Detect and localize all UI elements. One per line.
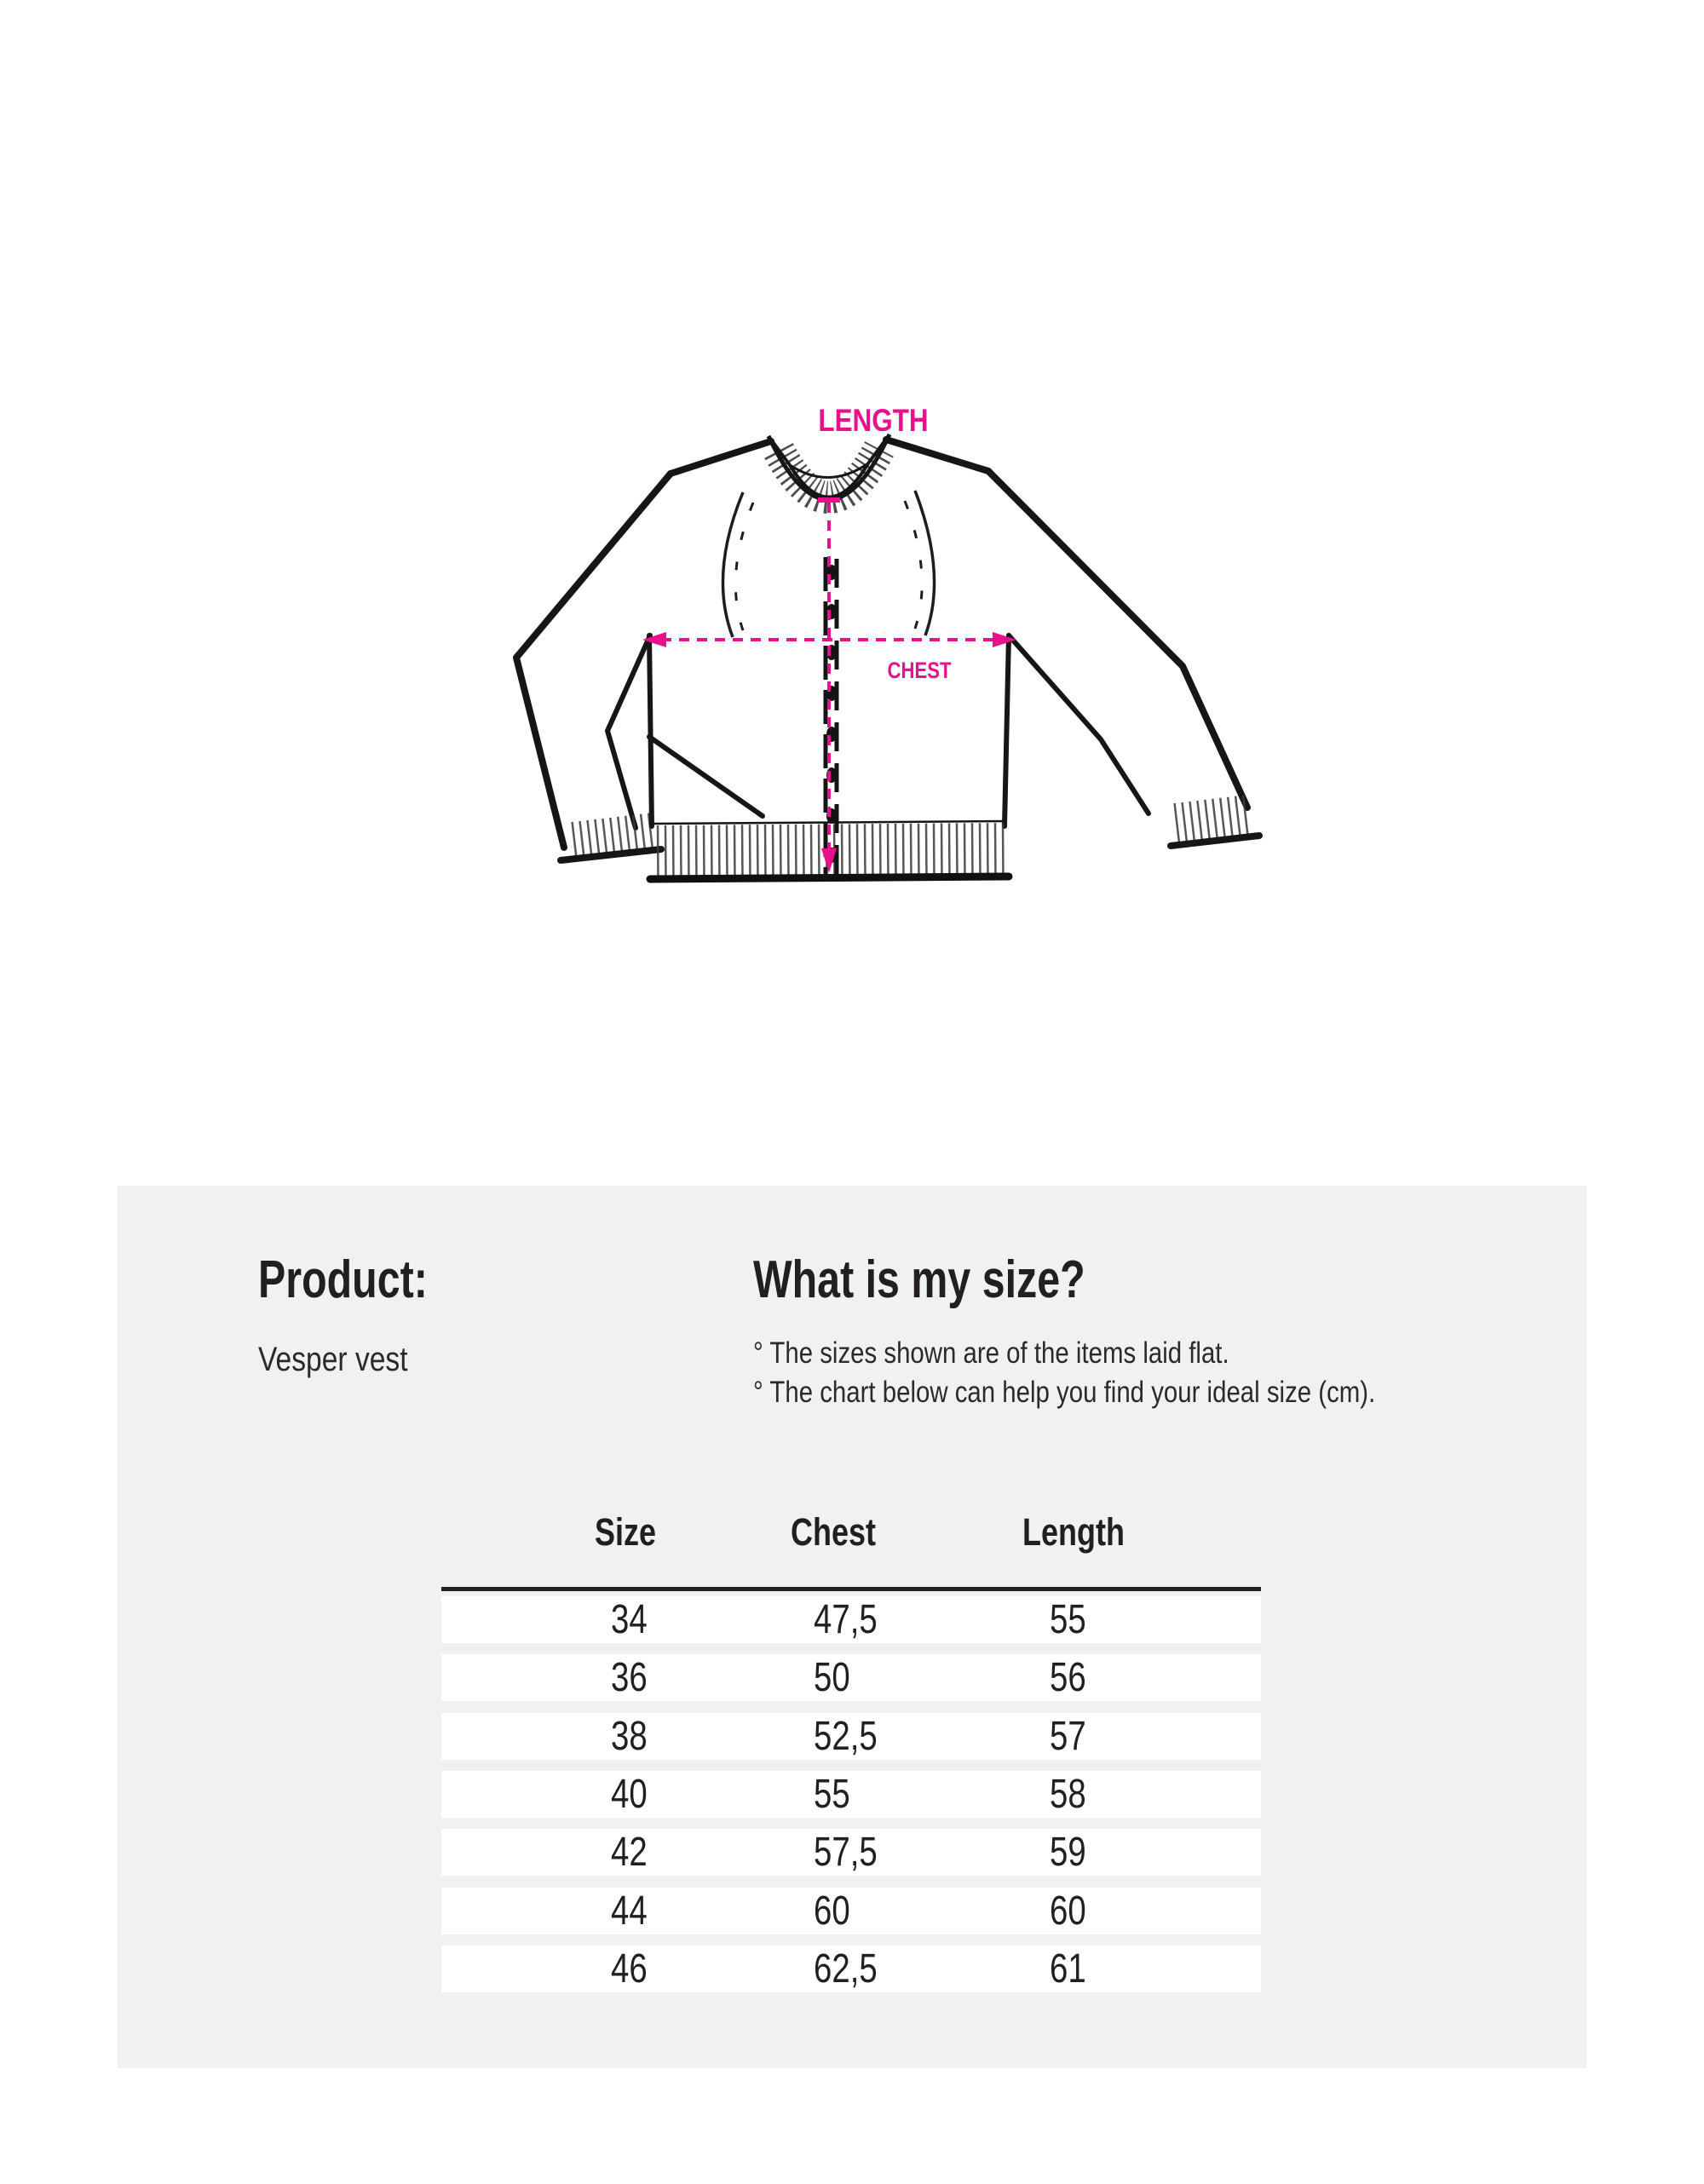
cell-length: 61	[1050, 1946, 1086, 1991]
length-label: LENGTH	[818, 403, 929, 439]
cell-length: 60	[1050, 1888, 1086, 1934]
table-row	[441, 1596, 1261, 1643]
chest-arrow-right	[993, 632, 1016, 647]
cell-length: 59	[1050, 1830, 1086, 1875]
measurement-lines	[642, 404, 1016, 873]
right-sleeve	[988, 471, 1259, 846]
cell-chest: 52,5	[814, 1714, 878, 1759]
collar	[769, 434, 889, 500]
cell-chest: 62,5	[814, 1946, 878, 1991]
cell-length: 57	[1050, 1714, 1086, 1759]
cell-size: 34	[611, 1597, 648, 1642]
cell-chest: 47,5	[814, 1597, 878, 1642]
product-label: Product:	[258, 1250, 428, 1309]
size-note-line: ° The sizes shown are of the items laid flat.	[753, 1336, 1229, 1370]
cell-size: 42	[611, 1830, 648, 1875]
size-question-heading: What is my size?	[753, 1250, 1085, 1309]
cell-chest: 50	[814, 1655, 850, 1700]
size-note-line: ° The chart below can help you find your ideal size (cm).	[753, 1376, 1376, 1409]
column-header-length: Length	[1022, 1510, 1125, 1554]
cell-length: 56	[1050, 1655, 1086, 1700]
chest-label: CHEST	[887, 658, 952, 684]
table-header-rule	[441, 1587, 1261, 1591]
table-row	[441, 1713, 1261, 1760]
button-placket	[826, 557, 837, 879]
size-notes	[753, 1334, 1494, 1412]
column-header-chest: Chest	[791, 1510, 877, 1554]
cell-chest: 55	[814, 1772, 850, 1817]
cell-length: 58	[1050, 1772, 1086, 1817]
buttons	[826, 565, 837, 863]
table-row	[441, 1945, 1261, 1992]
product-name: Vesper vest	[258, 1341, 408, 1378]
cell-length: 55	[1050, 1597, 1086, 1642]
cell-chest: 60	[814, 1888, 850, 1934]
cell-size: 36	[611, 1655, 648, 1700]
table-row	[441, 1771, 1261, 1818]
table-row	[441, 1654, 1261, 1701]
table-row	[441, 1829, 1261, 1876]
cell-size: 46	[611, 1946, 648, 1991]
cell-size: 44	[611, 1888, 648, 1934]
table-row	[441, 1888, 1261, 1934]
cell-size: 38	[611, 1714, 648, 1759]
cell-chest: 57,5	[814, 1830, 878, 1875]
left-sleeve	[516, 474, 763, 860]
cell-size: 40	[611, 1772, 648, 1817]
garment-illustration	[469, 383, 1269, 928]
column-header-size: Size	[595, 1510, 657, 1554]
